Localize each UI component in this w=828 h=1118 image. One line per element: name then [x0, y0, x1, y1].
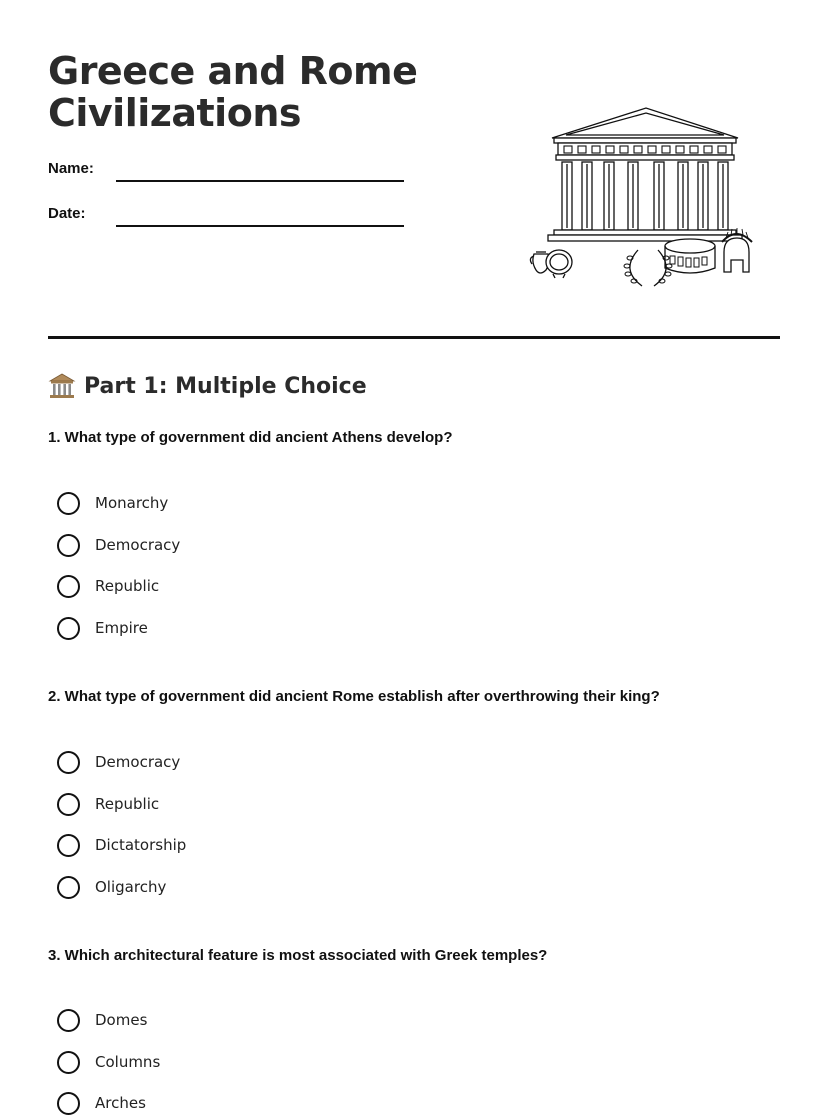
question-1: 1. What type of government did ancient Athens develop? — [48, 429, 453, 446]
radio-button[interactable] — [57, 617, 80, 640]
radio-button[interactable] — [57, 834, 80, 857]
worksheet-title: Greece and Rome Civilizations — [48, 49, 418, 135]
radio-button[interactable] — [57, 1009, 80, 1032]
greek-temple-illustration — [526, 104, 756, 294]
question-3: 3. Which architectural feature is most associated with Greek temples? — [48, 947, 548, 964]
part1-heading — [48, 372, 367, 400]
option-label: Democracy — [95, 536, 181, 554]
date-field[interactable] — [116, 225, 404, 227]
option-label: Empire — [95, 619, 148, 637]
question-1-option-3[interactable] — [57, 574, 159, 598]
option-label: Republic — [95, 795, 160, 813]
option-label: Arches — [95, 1094, 146, 1112]
radio-button[interactable] — [57, 876, 80, 899]
question-1-option-2[interactable] — [57, 533, 180, 557]
name-label: Name: — [48, 160, 94, 177]
name-field[interactable] — [116, 180, 404, 182]
radio-button[interactable] — [57, 1051, 80, 1074]
question-2: 2. What type of government did ancient Rome establish after overthrowing their king? — [48, 688, 660, 705]
option-label: Democracy — [95, 753, 181, 771]
radio-button[interactable] — [57, 793, 80, 816]
date-label: Date: — [48, 205, 86, 222]
question-3-option-3[interactable] — [57, 1091, 146, 1115]
question-2-option-2[interactable] — [57, 792, 159, 816]
option-label: Oligarchy — [95, 878, 167, 896]
radio-button[interactable] — [57, 534, 80, 557]
question-2-option-3[interactable] — [57, 833, 186, 857]
option-label: Columns — [95, 1053, 161, 1071]
option-label: Dictatorship — [95, 836, 187, 854]
question-3-option-2[interactable] — [57, 1050, 160, 1074]
part1-heading-text: Part 1: Multiple Choice — [84, 373, 367, 399]
header-divider — [48, 336, 780, 339]
option-label: Monarchy — [95, 494, 169, 512]
question-1-option-4[interactable] — [57, 616, 148, 640]
classical-building-icon — [48, 372, 76, 400]
radio-button[interactable] — [57, 1092, 80, 1115]
radio-button[interactable] — [57, 575, 80, 598]
question-3-option-1[interactable] — [57, 1008, 147, 1032]
radio-button[interactable] — [57, 751, 80, 774]
question-2-option-4[interactable] — [57, 875, 166, 899]
question-1-option-1[interactable] — [57, 491, 168, 515]
radio-button[interactable] — [57, 492, 80, 515]
option-label: Domes — [95, 1011, 148, 1029]
question-2-option-1[interactable] — [57, 750, 180, 774]
option-label: Republic — [95, 577, 160, 595]
